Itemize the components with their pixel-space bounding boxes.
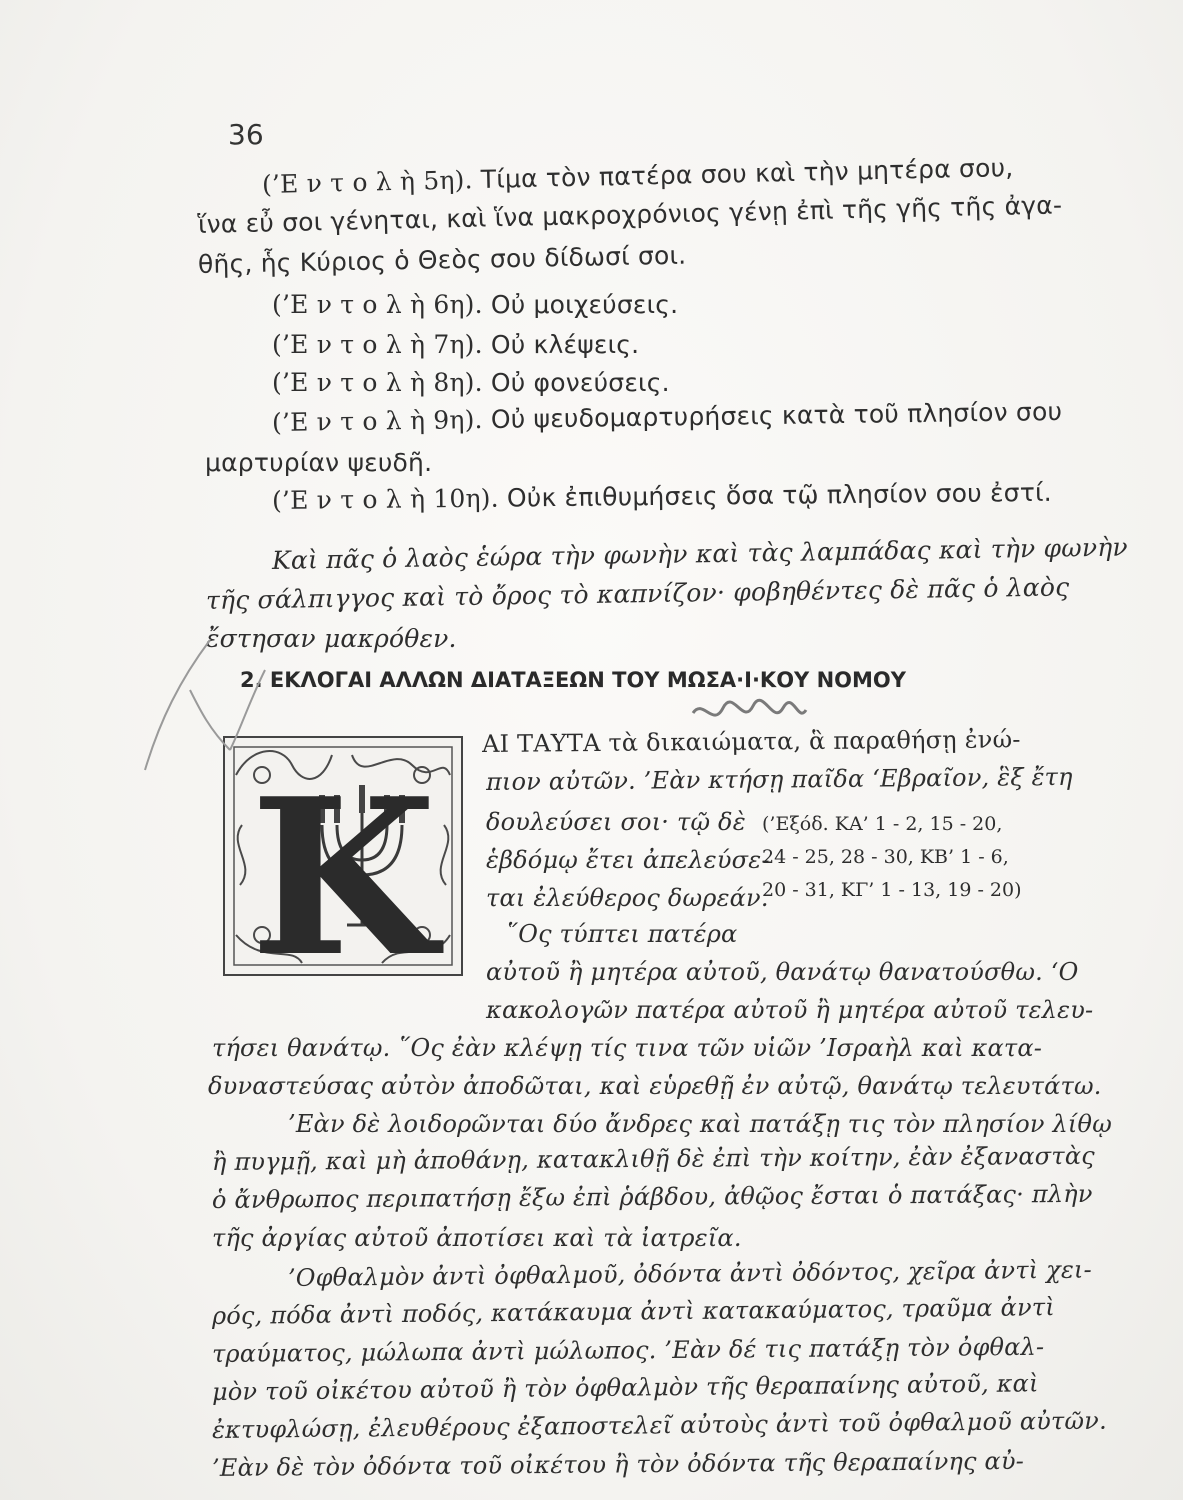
commandment-6 bbox=[272, 290, 678, 319]
commandment-text: Οὐ ψευδομαρτυρήσεις κατὰ τοῦ πλησίον σου bbox=[482, 396, 1063, 435]
reference-line: 20 - 31, ΚΓ’ 1 - 13, 19 - 20) bbox=[762, 879, 1022, 901]
dropcap-line-6: ῞Ος τύπτει πατέρα bbox=[506, 920, 738, 948]
body-line-11: ἐκτυφλώσῃ, ἐλευθέρους ἐξαποστελεῖ αὐτοὺς ἀντὶ τοῦ ὀφθαλμοῦ αὐτῶν. bbox=[211, 1406, 1107, 1444]
commandment-9-line-2 bbox=[205, 448, 432, 477]
people-paragraph-line-2: τῆς σάλπιγγος καὶ τὸ ὄρος τὸ καπνίζον· φοβηθέντες δὲ πᾶς ὁ λαὸς bbox=[205, 572, 1070, 615]
reference-line: (’Εξόδ. ΚΑ’ 1 - 2, 15 - 20, bbox=[762, 813, 1003, 835]
commandment-text: Οὐκ ἐπιθυμήσεις ὅσα τῷ πλησίον σου ἐστί. bbox=[498, 477, 1052, 513]
people-paragraph-line-1: Καὶ πᾶς ὁ λαὸς ἑώρα τὴν φωνὴν καὶ τὰς λαμπάδας καὶ τὴν φωνὴν bbox=[271, 532, 1129, 575]
body-line-5: ὁ ἄνθρωπος περιπατήσῃ ἔξω ἐπὶ ῥάβδου, ἀθῷος ἔσται ὁ πατάξας· πλὴν bbox=[211, 1179, 1093, 1214]
reference-line: 24 - 25, 28 - 30, ΚΒ’ 1 - 6, bbox=[762, 846, 1009, 868]
body-line-3: ’Εὰν δὲ λοιδορῶνται δύο ἄνδρες καὶ πατάξῃ τις τὸν πλησίον λίθῳ bbox=[288, 1110, 1112, 1138]
commandment-10 bbox=[272, 478, 1052, 515]
commandment-text: Οὐ κλέψεις. bbox=[482, 330, 640, 359]
body-line-12: ’Εὰν δὲ τὸν ὀδόντα τοῦ οἰκέτου ἢ τὸν ὀδόντα τῆς θεραπαίνης αὐ- bbox=[211, 1446, 1025, 1482]
body-line-6: τῆς ἀργίας αὐτοῦ ἀποτίσει καὶ τὰ ἰατρεῖα. bbox=[212, 1224, 742, 1252]
scripture-reference bbox=[762, 808, 1022, 907]
commandment-label: (’Ε ν τ ο λ ὴ 6η). bbox=[272, 290, 483, 319]
body-line-2: δυναστεύσας αὐτὸν ἀποδῶται, καὶ εὑρεθῇ ἐν αὐτῷ, θανάτῳ τελευτάτω. bbox=[208, 1072, 1102, 1100]
dropcap-line-2: πιον αὐτῶν. ’Εὰν κτήσῃ παῖδα ‘Εβραῖον, ἓξ ἔτη bbox=[485, 762, 1073, 796]
commandment-5-line-1 bbox=[262, 153, 1014, 199]
body-line-9: τραύματος, μώλωπα ἀντὶ μώλωπος. ’Εὰν δέ τις πατάξῃ τὸν ὀφθαλ- bbox=[211, 1332, 1045, 1368]
commandment-text: Οὐ φονεύσεις. bbox=[482, 368, 670, 397]
dropcap-line-1: ΑΙ ΤΑΥΤΑ τὰ δικαιώματα, ἃ παραθήσῃ ἐνώ- bbox=[481, 725, 1021, 758]
dropcap-line-5: ται ἐλεύθερος δωρεάν. bbox=[486, 884, 769, 912]
decorated-initial bbox=[222, 735, 464, 977]
scribble-icon bbox=[688, 698, 808, 728]
ornament-frame-icon bbox=[222, 735, 464, 977]
dropcap-line-8: κακολογῶν πατέρα αὐτοῦ ἢ μητέρα αὐτοῦ τελευ- bbox=[486, 996, 1094, 1024]
commandment-text: Οὐ μοιχεύσεις. bbox=[482, 290, 679, 319]
people-paragraph-line-3: ἔστησαν μακρόθεν. bbox=[206, 624, 457, 653]
page-number: 36 bbox=[228, 118, 264, 151]
dropcap-line-4: ἑβδόμῳ ἔτει ἀπελεύσε- bbox=[486, 846, 770, 874]
commandment-text: Τίμα τὸν πατέρα σου καὶ τὴν μητέρα σου, bbox=[472, 152, 1014, 195]
commandment-5-line-3 bbox=[198, 241, 687, 279]
body-line-7: ’Οφθαλμὸν ἀντὶ ὀφθαλμοῦ, ὀδόντα ἀντὶ ὀδόντος, χεῖρα ἀντὶ χει- bbox=[287, 1255, 1093, 1292]
commandment-text: ἵνα εὖ σοι γένηται, καὶ ἵνα μακροχρόνιος γένῃ ἐπὶ τῆς γῆς τῆς ἀγα- bbox=[197, 190, 1063, 239]
commandment-8 bbox=[272, 368, 670, 397]
commandment-label: (’Ε ν τ ο λ ὴ 8η). bbox=[272, 368, 483, 397]
commandment-label: (’Ε ν τ ο λ ὴ 10η). bbox=[271, 483, 499, 515]
commandment-text: μαρτυρίαν ψευδῆ. bbox=[205, 448, 433, 477]
commandment-label: (’Ε ν τ ο λ ὴ 7η). bbox=[272, 330, 483, 359]
commandment-7 bbox=[272, 330, 639, 359]
commandment-label: (’Ε ν τ ο λ ὴ 9η). bbox=[271, 405, 483, 437]
dropcap-line-3: δουλεύσει σοι· τῷ δὲ bbox=[486, 808, 746, 836]
body-line-10: μὸν τοῦ οἰκέτου αὐτοῦ ἢ τὸν ὀφθαλμὸν τῆς θεραπαίνης αὐτοῦ, καὶ bbox=[211, 1369, 1039, 1406]
body-line-4: ἢ πυγμῇ, καὶ μὴ ἀποθάνῃ, κατακλιθῇ δὲ ἐπὶ τὴν κοίτην, ἐὰν ἐξαναστὰς bbox=[211, 1141, 1095, 1176]
commandment-5-line-2 bbox=[198, 190, 1063, 239]
drop-cap-letter: K bbox=[250, 751, 437, 977]
section-title: 2. ΕΚΛΟΓΑΙ ΑΛΛΩΝ ΔΙΑΤΑΞΕΩΝ ΤΟΥ ΜΩΣΑ·Ι·ΚΟΥ ΝΟΜΟΥ bbox=[240, 668, 906, 692]
body-line-1: τήσει θανάτῳ. ῞Ος ἐὰν κλέψῃ τίς τινα τῶν υἱῶν ’Ισραὴλ καὶ κατα- bbox=[212, 1034, 1043, 1062]
dropcap-line-7: αὐτοῦ ἢ μητέρα αὐτοῦ, θανάτῳ θανατούσθω. ‘Ο bbox=[486, 958, 1079, 986]
commandment-text: θῆς, ἧς Κύριος ὁ Θεὸς σου δίδωσί σοι. bbox=[197, 240, 687, 279]
body-line-8: ρός, πόδα ἀντὶ ποδός, κατάκαυμα ἀντὶ κατακαύματος, τραῦμα ἀντὶ bbox=[211, 1293, 1056, 1330]
commandment-9-line-1 bbox=[272, 397, 1063, 437]
commandment-label: (’Ε ν τ ο λ ὴ 5η). bbox=[261, 165, 473, 199]
